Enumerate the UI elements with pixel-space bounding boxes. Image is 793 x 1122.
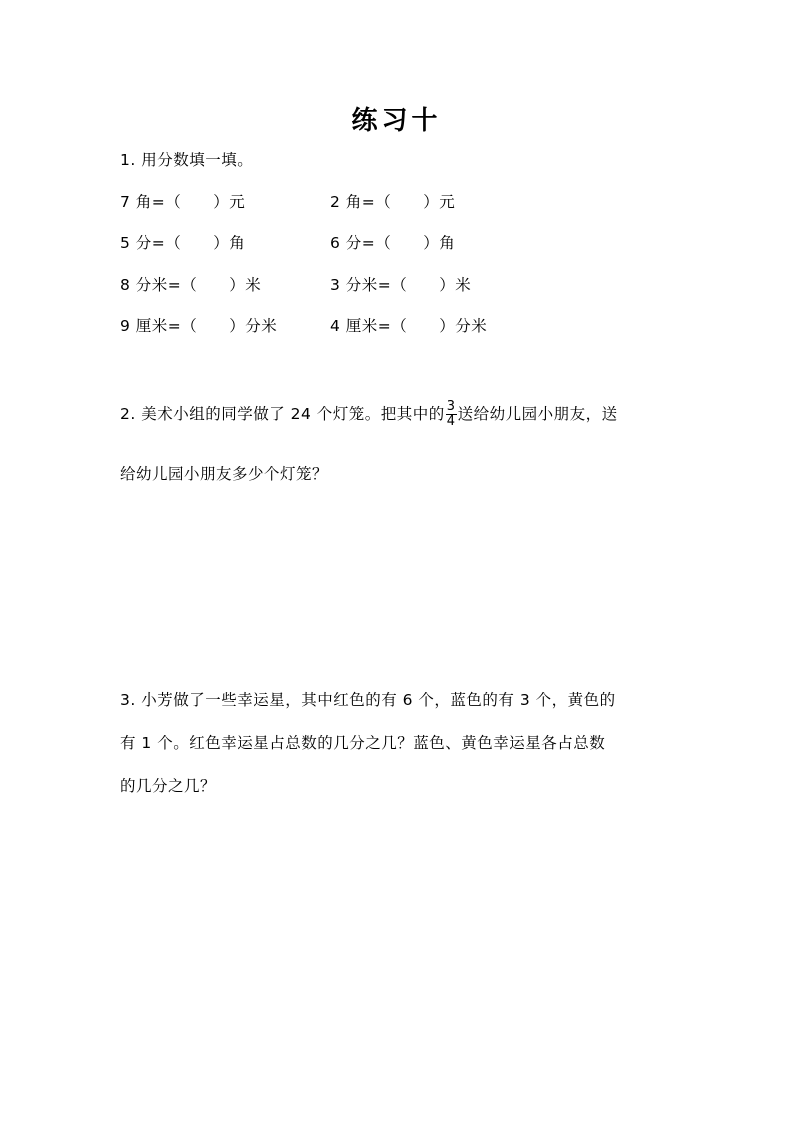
- question-2-text-after: 送给幼儿园小朋友，送: [457, 405, 618, 423]
- fill-blank-item: 7 角=（ ）元: [120, 193, 246, 211]
- fill-blank-item: 9 厘米=（ ）分米: [120, 317, 278, 335]
- fill-blank-item: 5 分=（ ）角: [120, 234, 246, 252]
- fraction-denominator: 4: [446, 414, 456, 429]
- fill-blank-item: 6 分=（ ）角: [330, 234, 456, 252]
- question-2-text-before: 2. 美术小组的同学做了 24 个灯笼。把其中的: [120, 405, 445, 423]
- fraction: [446, 400, 457, 429]
- fill-blank-item: 8 分米=（ ）米: [120, 276, 262, 294]
- question-2-line-1: [120, 400, 618, 429]
- question-3-line-3: 的几分之几？: [120, 777, 217, 795]
- fill-blank-item: 2 角=（ ）元: [330, 193, 456, 211]
- page-title: 练习十: [351, 106, 442, 136]
- fill-blank-item: 4 厘米=（ ）分米: [330, 317, 488, 335]
- fraction-numerator: 3: [446, 399, 456, 414]
- question-2-line-2: 给幼儿园小朋友多少个灯笼？: [120, 465, 329, 483]
- question-3-line-2: 有 1 个。红色幸运星占总数的几分之几？蓝色、黄色幸运星各占总数: [120, 734, 606, 752]
- question-3-line-1: 3. 小芳做了一些幸运星，其中红色的有 6 个，蓝色的有 3 个，黄色的: [120, 691, 616, 709]
- fill-blank-item: 3 分米=（ ）米: [330, 276, 472, 294]
- question-1-prompt: 1. 用分数填一填。: [120, 151, 254, 169]
